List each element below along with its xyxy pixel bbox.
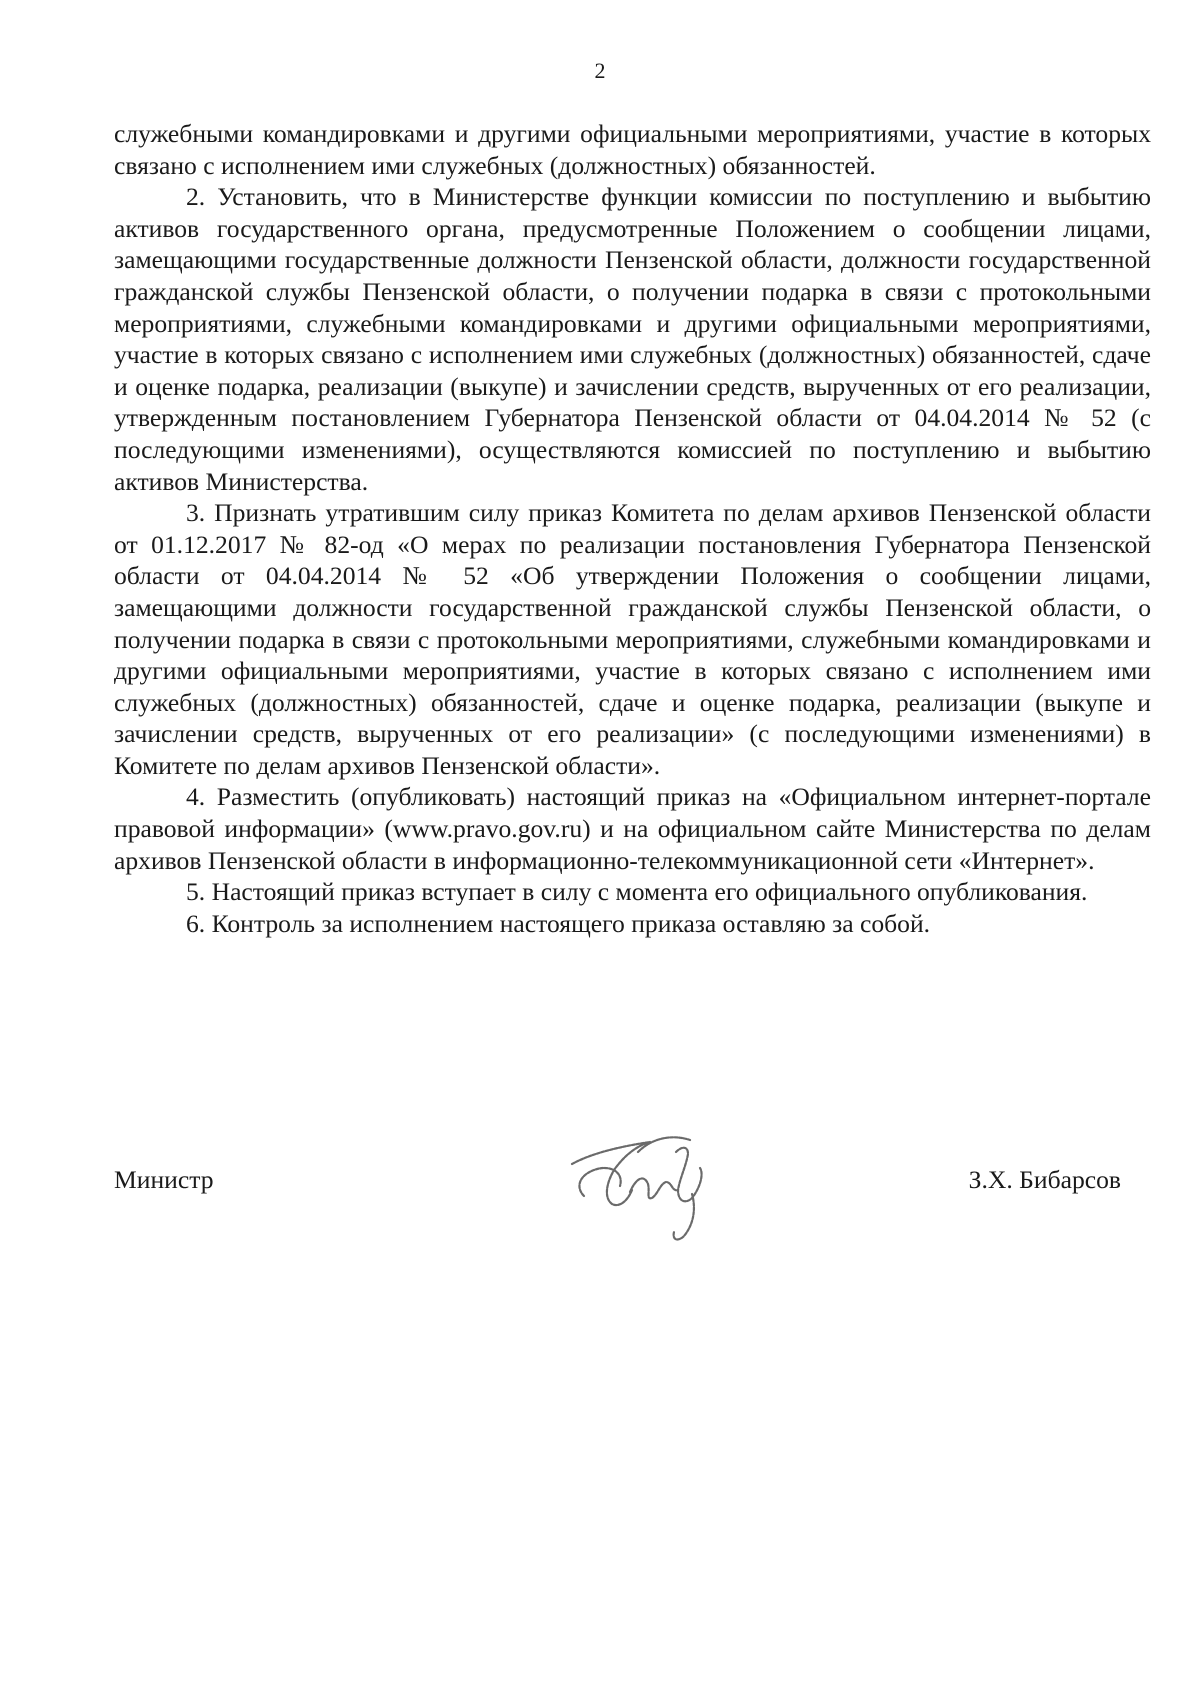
signatory-name: З.Х. Бибарсов (968, 1165, 1121, 1194)
signature-block (114, 1158, 1121, 1268)
page-number: 2 (594, 58, 606, 83)
paragraph-item-2: 2. Установить, что в Министерстве функции комиссии по поступлению и выбытию активов государственного органа, предусмотренные Положением о сообщении лицами, замещающими государственные должности Пензенской области, должности государственной гражданской службы Пензенской области, о получении подарка в связи с протокольными мероприятиями, служебными командировками и другими официальными мероприятиями, участие в которых связано с исполнением ими служебных (должностных) обязанностей, сдаче и оценке подарка, реализации (выкупе) и зачислении средств, вырученных от его реализации, утвержденным постановлением Губернатора Пензенской области от 04.04.2014 № 52 (с последующими изменениями), осуществляются комиссией по поступлению и выбытию активов Министерства. (114, 182, 1151, 496)
paragraph-item-6: 6. Контроль за исполнением настоящего приказа оставляю за собой. (186, 908, 931, 938)
paragraph-item-5: 5. Настоящий приказ вступает в силу с момента его официального опубликования. (186, 877, 1088, 907)
paragraph-item-4: 4. Разместить (опубликовать) настоящий приказ на «Официальном интернет-портале правовой информации» (www.pravo.gov.ru) и на официальном сайте Министерства по делам архивов Пензенской области в информационно-телекоммуникационной сети «Интернет». (114, 782, 1151, 875)
document-body (114, 118, 1151, 939)
handwritten-signature (554, 1112, 724, 1252)
signatory-position: Министр (114, 1165, 214, 1194)
paragraph-item-3: 3. Признать утратившим силу приказ Комитета по делам архивов Пензенской области от 01.12.2017 № 82-од «О мерах по реализации постановления Губернатора Пензенской области от 04.04.2014 № 52 «Об утверждении Положения о сообщении лицами, замещающими должности государственной гражданской службы Пензенской области, о получении подарка в связи с протокольными мероприятиями, служебными командировками и другими официальными мероприятиями, участие в которых связано с исполнением ими служебных (должностных) обязанностей, сдаче и оценке подарка, реализации (выкупе и зачислении средств, вырученных от его реализации» (с последующими изменениями) в Комитете по делам архивов Пензенской области». (114, 498, 1151, 780)
paragraph-continuation: служебными командировками и другими официальными мероприятиями, участие в которых связано с исполнением ими служебных (должностных) обязанностей. (114, 119, 1151, 180)
